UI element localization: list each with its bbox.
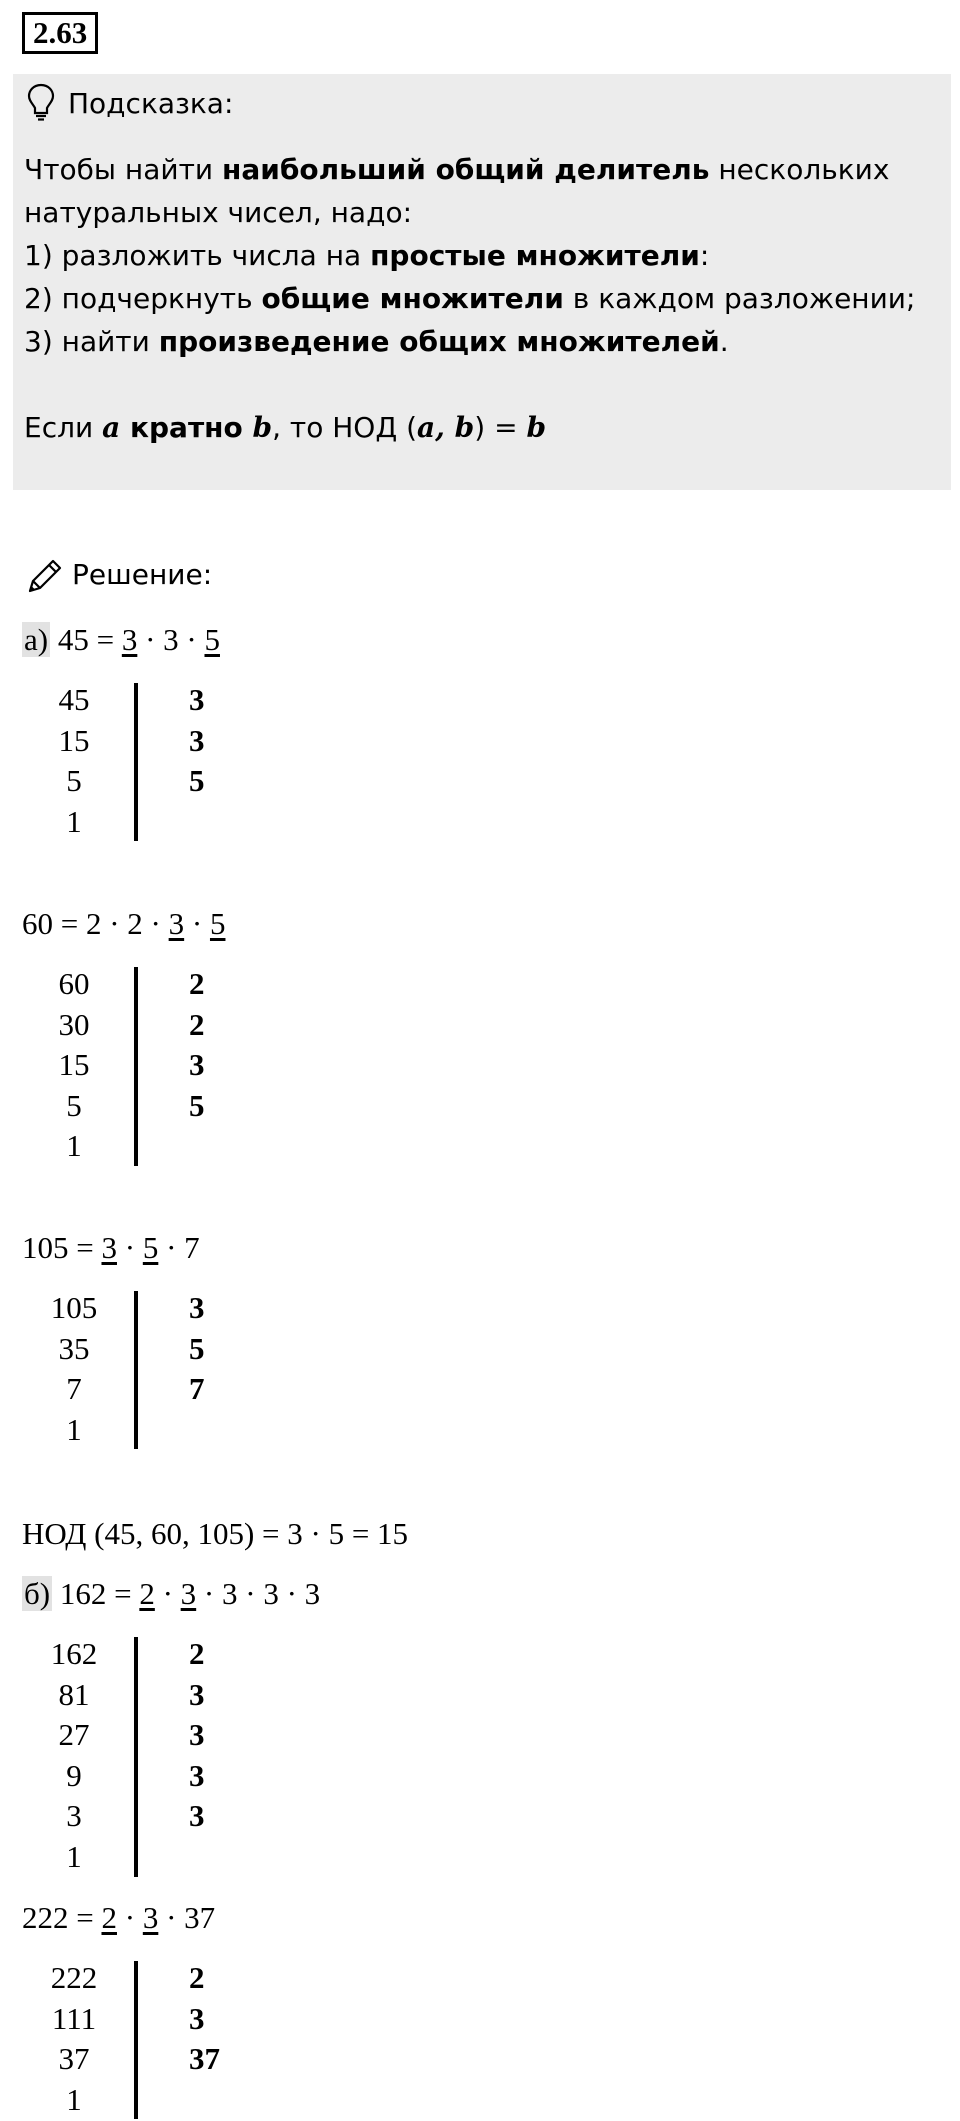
hint-line: Чтобы найти наибольший общий делитель нескольких xyxy=(24,153,890,186)
prime-divisor: 2 xyxy=(189,966,205,1001)
hint-step-2: 2) подчеркнуть общие множители в каждом разложении; xyxy=(24,282,916,315)
quotient: 5 xyxy=(66,1087,82,1123)
prime-divisor: 3 xyxy=(189,1676,205,1712)
quotient: 37 xyxy=(58,2041,90,2077)
quotient: 222 xyxy=(50,1960,98,1995)
pencil-icon xyxy=(24,557,64,602)
hint-rule: Если a кратно b, то НОД (a, b) = b xyxy=(24,411,547,444)
prime-divisor: 3 xyxy=(189,2000,205,2036)
division-line xyxy=(134,967,138,1166)
quotient: 7 xyxy=(66,1371,82,1407)
hint-body xyxy=(24,148,944,449)
division-line xyxy=(134,1291,138,1449)
quotient: 27 xyxy=(58,1717,90,1753)
division-line xyxy=(134,1637,138,1877)
quotient: 1 xyxy=(66,1411,82,1447)
solution-title: Решение: xyxy=(72,558,213,591)
prime-divisor: 3 xyxy=(189,1798,205,1834)
quotient: 15 xyxy=(58,722,90,758)
prime-divisor: 3 xyxy=(189,1717,205,1753)
quotient: 30 xyxy=(58,1006,90,1042)
quotient: 1 xyxy=(66,2081,82,2117)
prime-divisor: 5 xyxy=(189,1087,205,1123)
equation-162: б) 162 = 2 · 3 · 3 · 3 · 3 xyxy=(24,1576,321,1611)
prime-divisor: 37 xyxy=(189,2041,220,2077)
quotient: 111 xyxy=(51,2000,97,2036)
quotient: 105 xyxy=(50,1290,98,1325)
quotient: 60 xyxy=(58,966,90,1001)
prime-divisor: 5 xyxy=(189,763,205,799)
quotient: 81 xyxy=(58,1676,90,1712)
prime-divisor: 3 xyxy=(189,722,205,758)
prime-divisor: 2 xyxy=(189,1960,205,1995)
quotient: 3 xyxy=(66,1798,82,1834)
prime-divisor: 2 xyxy=(189,1006,205,1042)
equation-45: а) 45 = 3 · 3 · 5 xyxy=(24,622,220,657)
quotient: 5 xyxy=(66,763,82,799)
quotient: 15 xyxy=(58,1047,90,1083)
hint-title: Подсказка: xyxy=(68,87,234,120)
equation-60: 60 = 2 · 2 · 3 · 5 xyxy=(22,906,226,941)
prime-divisor: 5 xyxy=(189,1330,205,1366)
hint-box xyxy=(13,74,951,490)
prime-divisor: 2 xyxy=(189,1636,205,1671)
part-b-marker: б) xyxy=(24,1576,51,1611)
equation-105: 105 = 3 · 5 · 7 xyxy=(22,1230,200,1265)
quotient: 1 xyxy=(66,1128,82,1164)
part-a-marker: а) xyxy=(24,622,49,657)
quotient: 1 xyxy=(66,1838,82,1874)
quotient: 1 xyxy=(66,803,82,839)
quotient: 9 xyxy=(66,1757,82,1793)
prime-divisor: 3 xyxy=(189,1047,205,1083)
prime-divisor: 3 xyxy=(189,1757,205,1793)
quotient: 162 xyxy=(50,1636,98,1671)
hint-line: натуральных чисел, надо: xyxy=(24,196,413,229)
task-number: 2.63 xyxy=(22,12,98,54)
gcd-result-a: НОД (45, 60, 105) = 3 · 5 = 15 xyxy=(22,1516,409,1551)
division-line xyxy=(134,1961,138,2119)
quotient: 45 xyxy=(58,682,90,717)
prime-divisor: 3 xyxy=(189,1290,205,1325)
hint-step-3: 3) найти произведение общих множителей. xyxy=(24,325,729,358)
lightbulb-icon xyxy=(25,82,57,126)
quotient: 35 xyxy=(58,1330,90,1366)
prime-divisor: 7 xyxy=(189,1371,205,1407)
prime-divisor: 3 xyxy=(189,682,205,717)
hint-step-1: 1) разложить числа на простые множители: xyxy=(24,239,710,272)
division-line xyxy=(134,683,138,841)
equation-222: 222 = 2 · 3 · 37 xyxy=(22,1900,216,1935)
